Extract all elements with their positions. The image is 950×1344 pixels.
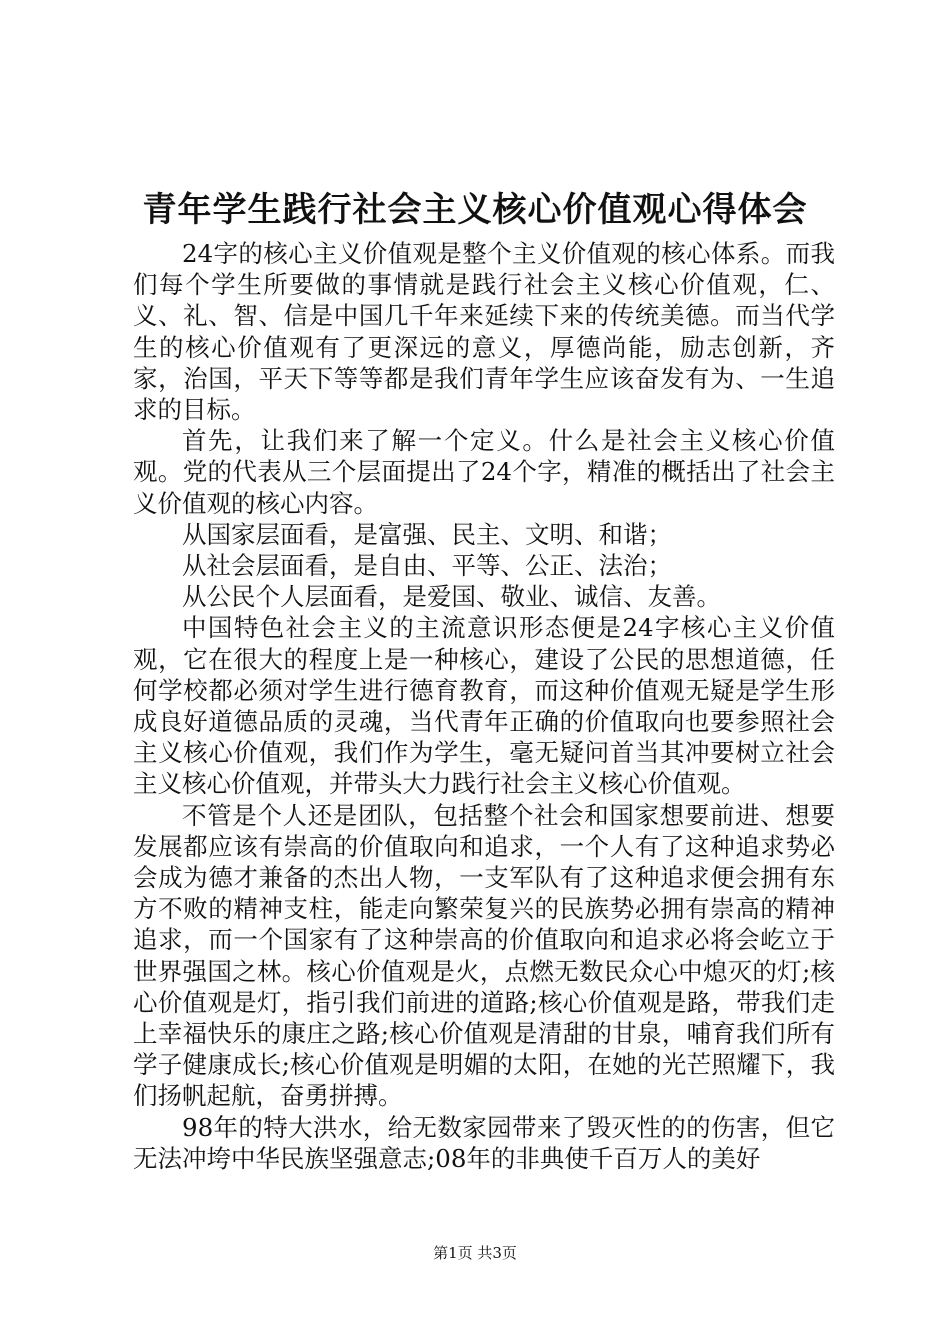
paragraph: 不管是个人还是团队，包括整个社会和国家想要前进、想要发展都应该有崇高的价值取向和追求，一个人有了这种追求势必会成为德才兼备的杰出人物，一支军队有了这种追求便会拥有东方不败的精神支柱，能走向繁荣复兴的民族势必拥有崇高的精神追求，而一个国家有了这种崇高的价值取向和追求必将会屹立于世界强国之林。核心价值观是火，点燃无数民众心中熄灭的灯;核心价值观是灯，指引我们前进的道路;核心价值观是路，带我们走上幸福快乐的康庄之路;核心价值观是清甜的甘泉，哺育我们所有学子健康成长;核心价值观是明媚的太阳，在她的光芒照耀下，我们扬帆起航，奋勇拼搏。: [133, 800, 835, 1111]
paragraph: 从公民个人层面看，是爱国、敬业、诚信、友善。: [182, 582, 721, 612]
paragraph: 从社会层面看，是自由、平等、公正、法治；: [182, 551, 672, 581]
paragraph: 98年的特大洪水，给无数家园带来了毁灭性的的伤害，但它无法冲垮中华民族坚强意志;08年的非典使千百万人的美好: [133, 1112, 835, 1173]
page-number-footer: 第1页 共3页: [433, 1244, 517, 1262]
document-body: [133, 238, 835, 1174]
paragraph: 中国特色社会主义的主流意识形态便是24字核心主义价值观，它在很大的程度上是一种核心，建设了公民的思想道德，任何学校都必须对学生进行德育教育，而这种价值观无疑是学生形成良好道德品质的灵魂，当代青年正确的价值取向也要参照社会主义核心价值观，我们作为学生，毫无疑问首当其冲要树立社会主义核心价值观，并带头大力践行社会主义核心价值观。: [133, 613, 835, 799]
paragraph: 从国家层面看，是富强、民主、文明、和谐；: [182, 519, 672, 549]
paragraph: 24字的核心主义价值观是整个主义价值观的核心体系。而我们每个学生所要做的事情就是践行社会主义核心价值观，仁、义、礼、智、信是中国几千年来延续下来的传统美德。而当代学生的核心价值观有了更深远的意义，厚德尚能，励志创新，齐家，治国，平天下等等都是我们青年学生应该奋发有为、一生追求的目标。: [133, 239, 835, 425]
paragraph: 首先，让我们来了解一个定义。什么是社会主义核心价值观。党的代表从三个层面提出了24个字，精准的概括出了社会主义价值观的核心内容。: [133, 426, 835, 518]
document-title: 青年学生践行社会主义核心价值观心得体会: [142, 190, 808, 230]
